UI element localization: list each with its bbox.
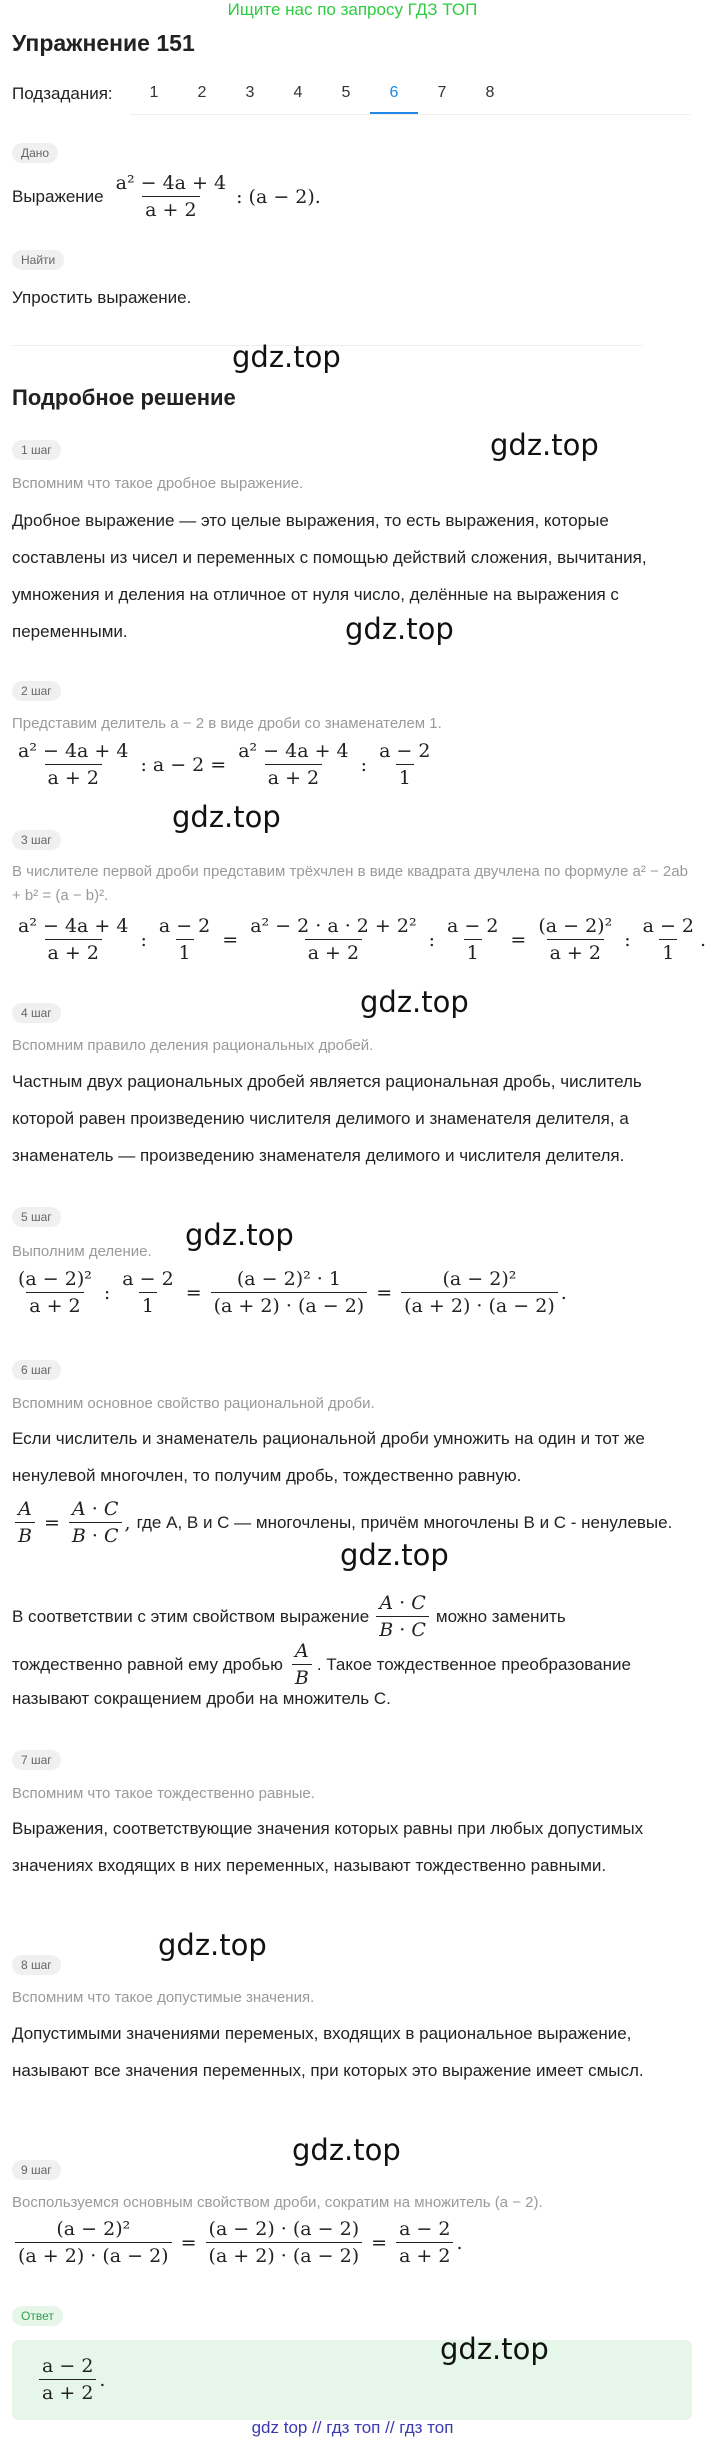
given-badge: Дано bbox=[12, 143, 58, 163]
answer-badge: Ответ bbox=[12, 2306, 63, 2326]
step-1-text: Дробное выражение — это целые выражения, то есть выражения, которые составлены из чисел и переменных с помощью действий сложения, вычитания, умножения и деления на отличное от нуля число, делённые на выражения с переменными. bbox=[12, 511, 647, 641]
watermark: gdz.top bbox=[292, 2133, 401, 2167]
step-5-formula: $\frac{\text{(a − 2)²}}{a + 2}$ : $\frac{a - 2}{1}$ = $\frac{\text{(a − 2)² · 1}}{(a + 2) \cdot (a - 2)}$ = $\frac{\text{(a − 2)²}}{(a + 2) \cdot (a - 2)}$ . bbox=[18, 1268, 567, 1317]
step-6-property: $\frac{A}{B}$ = $\frac{A \cdot C}{B \cdot C}$ , где A, B и C — многочлены, причём многочлены B и C - ненулевые. bbox=[12, 1498, 717, 1547]
step-4-hint: Вспомним правило деления рациональных дробей. bbox=[12, 1037, 374, 1054]
step-3-badge: 3 шаг bbox=[12, 830, 61, 850]
page-title: Упражнение 151 bbox=[12, 30, 195, 56]
search-banner[interactable]: Ищите нас по запросу ГДЗ ТОП bbox=[227, 0, 478, 19]
watermark: gdz.top bbox=[185, 1218, 294, 1252]
watermark: gdz.top bbox=[345, 612, 454, 646]
tabs-divider bbox=[130, 114, 690, 115]
step-6-badge: 6 шаг bbox=[12, 1360, 61, 1380]
step-3-formula: $\frac{\text{a² − 4a + 4}}{a + 2}$ : $\frac{a - 2}{1}$ = $\frac{\text{a² − 2 · a · 2 + 2²}}{a + 2}$ : $\frac{a - 2}{1}$ = $\frac{\text{(a − 2)²}}{a + 2}$ : $\frac{a - 2}{1}$ . bbox=[18, 915, 707, 964]
step-8-badge: 8 шаг bbox=[12, 1955, 61, 1975]
step-4-badge: 4 шаг bbox=[12, 1003, 61, 1023]
answer-numerator: a − 2 bbox=[42, 2355, 94, 2377]
answer-box bbox=[12, 2340, 692, 2420]
tab-subtask-2[interactable]: 2 bbox=[197, 84, 207, 101]
subtasks-label: Подзадания: bbox=[12, 84, 113, 103]
given-expression bbox=[12, 172, 321, 221]
watermark: gdz.top bbox=[172, 800, 281, 834]
watermark: gdz.top bbox=[158, 1928, 267, 1962]
tab-subtask-8[interactable]: 8 bbox=[485, 84, 495, 101]
step-6-text4b: . Такое тождественное преобразование bbox=[316, 1654, 631, 1674]
step-6-text2: где A, B и C — многочлены, причём многочлены B и C - ненулевые. bbox=[136, 1512, 673, 1532]
watermark: gdz.top bbox=[440, 2332, 549, 2366]
given-denominator: a + 2 bbox=[142, 196, 199, 221]
step-7-badge: 7 шаг bbox=[12, 1750, 61, 1770]
watermark: gdz.top bbox=[340, 1538, 449, 1572]
answer-formula: $\frac{a - 2}{a + 2}$ . bbox=[36, 2355, 105, 2404]
step-4-text: Частным двух рациональных дробей является рациональная дробь, числитель которой равен произведению числителя делимого и знаменателя делителя, а знаменатель — произведению знаменателя делимого и числителя делителя. bbox=[12, 1072, 642, 1165]
find-text: Упростить выражение. bbox=[12, 288, 192, 307]
step-6-text1: Если числитель и знаменатель рациональной дроби умножить на один и тот же ненулевой многочлен, то получим дробь, тождественно равную. bbox=[12, 1429, 645, 1485]
find-badge: Найти bbox=[12, 250, 64, 270]
given-tail: : (a − 2). bbox=[236, 185, 321, 208]
step-6-line3: В соответствии с этим свойством выражение $\frac{A \cdot C}{B \cdot C}$ можно заменить bbox=[12, 1592, 566, 1641]
tab-subtask-7[interactable]: 7 bbox=[437, 84, 447, 101]
tab-subtask-5[interactable]: 5 bbox=[341, 84, 351, 101]
step-5-badge: 5 шаг bbox=[12, 1207, 61, 1227]
step-6-text3b: можно заменить bbox=[435, 1606, 566, 1626]
step-9-badge: 9 шаг bbox=[12, 2160, 61, 2180]
answer-denominator: a + 2 bbox=[39, 2379, 96, 2404]
step-7-text: Выражения, соответствующие значения которых равны при любых допустимых значениях входящих в них переменных, называют тождественно равными. bbox=[12, 1819, 644, 1875]
watermark: gdz.top bbox=[360, 985, 469, 1019]
step-9-hint: Воспользуемся основным свойством дроби, сократим на множитель (a − 2). bbox=[12, 2194, 543, 2211]
solution-title: Подробное решение bbox=[12, 385, 236, 410]
step-1-badge: 1 шаг bbox=[12, 440, 61, 460]
step-6-hint: Вспомним основное свойство рациональной дроби. bbox=[12, 1395, 375, 1412]
watermark: gdz.top bbox=[232, 340, 341, 374]
footer-links[interactable]: gdz top // гдз топ // гдз топ bbox=[251, 2418, 454, 2437]
step-2-badge: 2 шаг bbox=[12, 681, 61, 701]
step-2-formula: $\frac{\text{a² − 4a + 4}}{a + 2}$ : a − 2 = $\frac{\text{a² − 4a + 4}}{a + 2}$ : $\frac{a - 2}{1}$ bbox=[18, 740, 431, 789]
step-8-hint: Вспомним что такое допустимые значения. bbox=[12, 1989, 315, 2006]
step-6-text5: называют сокращением дроби на множитель C. bbox=[12, 1689, 391, 1708]
given-prefix: Выражение bbox=[12, 186, 104, 206]
tab-subtask-4[interactable]: 4 bbox=[293, 84, 303, 101]
step-8-text: Допустимыми значениями переменых, входящих в рациональное выражение, называют все значения переменных, при которых это выражение имеет смысл. bbox=[12, 2024, 644, 2080]
tab-subtask-1[interactable]: 1 bbox=[149, 84, 159, 101]
step-7-hint: Вспомним что такое тождественно равные. bbox=[12, 1785, 315, 1802]
step-6-text3a: В соответствии с этим свойством выражение bbox=[12, 1606, 370, 1626]
step-9-formula: $\frac{\text{(a − 2)²}}{(a + 2) \cdot (a - 2)}$ = $\frac{(a - 2) \cdot (a - 2)}{(a + 2) \cdot (a - 2)}$ = $\frac{a - 2}{a + 2}$ . bbox=[12, 2218, 463, 2267]
tab-subtask-6[interactable]: 6 bbox=[370, 80, 418, 114]
tab-subtask-3[interactable]: 3 bbox=[245, 84, 255, 101]
step-6-text4a: тождественно равной ему дробью bbox=[12, 1654, 283, 1674]
watermark: gdz.top bbox=[490, 428, 599, 462]
step-6-line4: тождественно равной ему дробью $\frac{A}{B}$ . Такое тождественное преобразование bbox=[12, 1640, 631, 1689]
given-numerator: a² − 4a + 4 bbox=[115, 172, 227, 194]
step-3-hint: В числителе первой дроби представим трёхчлен в виде квадрата двучлена по формуле a² − 2ab + b² = (a − b)². bbox=[12, 863, 688, 904]
step-1-hint: Вспомним что такое дробное выражение. bbox=[12, 475, 304, 492]
step-5-hint: Выполним деление. bbox=[12, 1243, 152, 1260]
step-2-hint: Представим делитель a − 2 в виде дроби со знаменателем 1. bbox=[12, 715, 442, 732]
